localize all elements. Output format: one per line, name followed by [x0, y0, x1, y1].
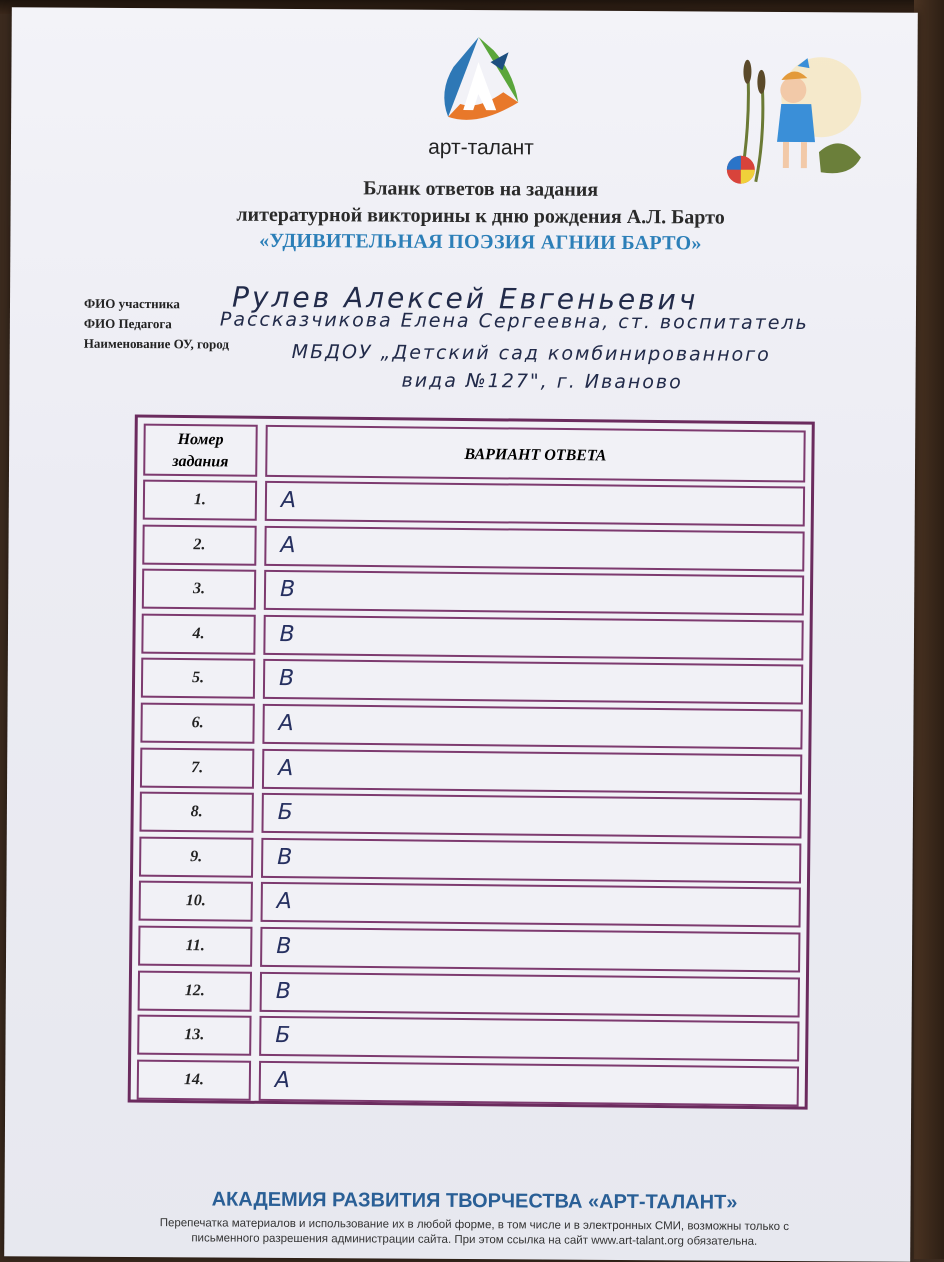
organization-line2-handwritten: вида №127", г. Иваново — [401, 369, 683, 394]
task-number-cell: 10. — [139, 881, 253, 922]
teacher-name-handwritten: Рассказчикова Елена Сергеевна, ст. воспитатель — [219, 308, 809, 335]
art-talant-logo-icon — [428, 32, 529, 133]
task-number-cell: 3. — [142, 569, 256, 610]
answer-cell: А — [265, 481, 805, 527]
teacher-label: ФИО Педагога — [83, 315, 172, 332]
participant-name-handwritten: Рулев Алексей Евгеньевич — [231, 280, 699, 317]
answer-cell: В — [264, 570, 804, 616]
answer-cell: В — [260, 927, 800, 973]
answer-cell: В — [263, 615, 803, 661]
organization-label: Наименование ОУ, город — [83, 335, 230, 352]
answer-cell: А — [262, 704, 802, 750]
task-number-cell: 2. — [142, 525, 256, 566]
footer-academy-title: АКАДЕМИЯ РАЗВИТИЯ ТВОРЧЕСТВА «АРТ-ТАЛАНТ» — [211, 1188, 738, 1214]
answer-table — [128, 415, 815, 1110]
wooden-background-right — [914, 0, 944, 1259]
footer-copyright-notice — [84, 1216, 864, 1251]
task-number-cell: 14. — [137, 1060, 251, 1101]
task-number-cell: 7. — [140, 748, 254, 789]
organization-line1-handwritten: МБДОУ „Детский сад комбинированного — [291, 340, 771, 366]
task-number-cell: 9. — [139, 837, 253, 878]
footer-line1: Перепечатка материалов и использование их в любой форме, в том числе и в электронных СМИ, возможны только с — [159, 1217, 790, 1234]
answer-cell: В — [260, 972, 800, 1018]
footer-line2: письменного разрешения администрации сайта. При этом ссылка на сайт www.art-talant.org обязательна. — [191, 1232, 758, 1248]
answer-cell: В — [261, 838, 801, 884]
task-number-cell: 13. — [137, 1015, 251, 1056]
task-number-cell: 6. — [140, 703, 254, 744]
task-number-cell: 1. — [143, 480, 257, 521]
logo-wordmark: арт-талант — [428, 135, 534, 160]
answer-cell: А — [261, 882, 801, 928]
girl-with-ball-illustration — [711, 42, 872, 193]
task-number-cell: 8. — [139, 792, 253, 833]
form-subtitle: литературной викторины к дню рождения А.Л. Барто — [236, 203, 725, 229]
answer-cell: Б — [259, 1016, 799, 1062]
task-number-cell: 11. — [138, 926, 252, 967]
quiz-name: «УДИВИТЕЛЬНАЯ ПОЭЗИЯ АГНИИ БАРТО» — [259, 229, 702, 255]
answer-cell: А — [262, 749, 802, 795]
answer-cell: А — [259, 1061, 799, 1107]
column-header-number-line2: задания — [172, 452, 229, 471]
form-title: Бланк ответов на задания — [363, 177, 599, 201]
task-number-cell: 12. — [138, 971, 252, 1012]
answer-cell: Б — [261, 793, 801, 839]
participant-label: ФИО участника — [83, 295, 180, 312]
column-header-answer: ВАРИАНТ ОТВЕТА — [265, 425, 806, 483]
task-number-cell: 4. — [141, 614, 255, 655]
task-number-cell: 5. — [141, 658, 255, 699]
column-header-number-line1: Номер — [177, 430, 224, 449]
answer-sheet-paper — [4, 7, 918, 1262]
column-header-number — [143, 424, 258, 477]
answer-cell: А — [264, 526, 804, 572]
answer-cell: В — [263, 659, 803, 705]
